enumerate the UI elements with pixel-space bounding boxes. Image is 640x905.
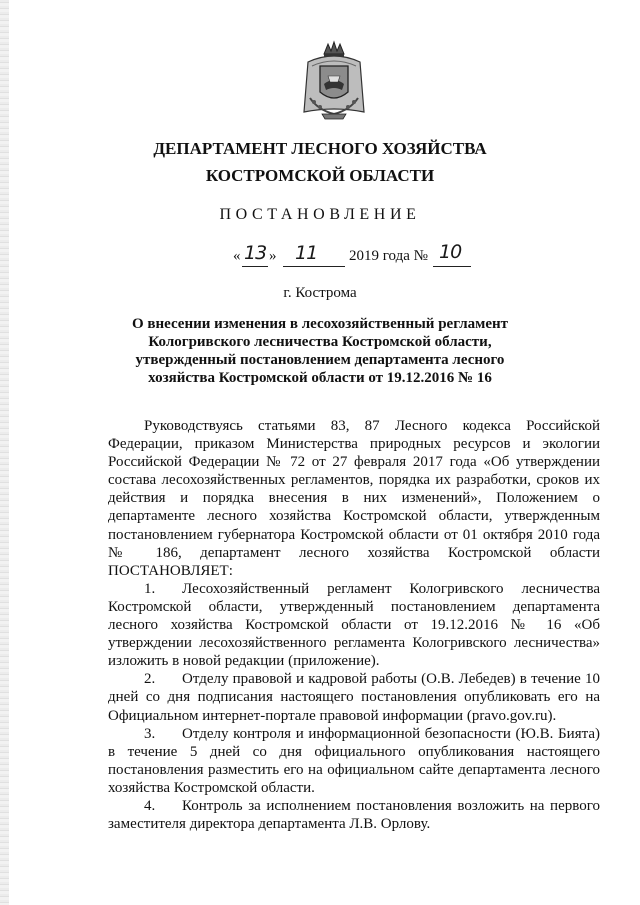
item-number: 1.	[144, 580, 156, 597]
item-text: Лесохозяйственный регламент Кологривского лесничества Костромской области, утвержденный постановлением департамента лесного хозяйства Костромской области от 19.12.2016 № 16 «Об утверждении лесохозяйственного регламента Кологривского лесничества» изложить в новой редакции (приложение).	[108, 580, 600, 670]
item-number: 3.	[144, 725, 156, 742]
list-item	[108, 797, 600, 833]
item-number: 2.	[144, 671, 156, 688]
year-label: 2019 года №	[349, 248, 428, 264]
open-quote: «	[233, 248, 241, 264]
date-number-line	[233, 241, 533, 269]
handwritten-day: 13	[244, 242, 267, 264]
kostroma-coat-of-arms-icon	[298, 40, 370, 122]
list-item	[108, 725, 600, 797]
handwritten-number: 10	[439, 241, 462, 263]
item-text: Отделу контроля и информационной безопасности (Ю.В. Бията) в течение 5 дней со дня официального опубликования настоящего постановления разместить его на официальном сайте департамента лесного хозяйства Костромской области.	[108, 725, 600, 796]
preamble-paragraph: Руководствуясь статьями 83, 87 Лесного кодекса Российской Федерации, приказом Министерства природных ресурсов и экологии Российской Федерации № 72 от 27 февраля 2017 года «Об утверждении состава лесохозяйственных регламентов, порядка их разработки, сроков их действия и порядка внесения в них изменений», Положением о департаменте лесного хозяйства Костромской области, утвержденным постановлением губернатора Костромской области от 01 октября 2010 года № 186, департамент лесного хозяйства Костромской области ПОСТАНОВЛЯЕТ:	[108, 418, 600, 579]
item-text: Отделу правовой и кадровой работы (О.В. Лебедев) в течение 10 дней со дня подписания настоящего постановления опубликовать его на Официальном интернет-портале правовой информации (pravo.gov.ru).	[108, 671, 600, 724]
number-underline	[433, 266, 471, 267]
close-quote: »	[269, 248, 277, 264]
subject-heading: О внесении изменения в лесохозяйственный регламент Кологривского лесничества Костромской области, утвержденный постановлением департамента лесного хозяйства Костромской области от 19.12.2016 № 16	[131, 316, 509, 386]
item-number: 4.	[144, 797, 156, 814]
scan-edge	[0, 0, 9, 905]
department-name-line1: ДЕПАРТАМЕНТ ЛЕСНОГО ХОЗЯЙСТВА	[153, 139, 487, 158]
handwritten-month: 11	[295, 242, 318, 264]
document-body	[108, 417, 600, 833]
month-underline	[283, 266, 345, 267]
item-text: Контроль за исполнением постановления возложить на первого заместителя директора департамента Л.В. Орлову.	[108, 797, 600, 833]
department-name-line2: КОСТРОМСКОЙ ОБЛАСТИ	[205, 166, 435, 185]
list-item	[108, 580, 600, 670]
list-item	[108, 670, 600, 724]
day-underline	[242, 266, 268, 267]
city: г. Кострома	[283, 285, 357, 301]
document-type: ПОСТАНОВЛЕНИЕ	[219, 206, 421, 223]
